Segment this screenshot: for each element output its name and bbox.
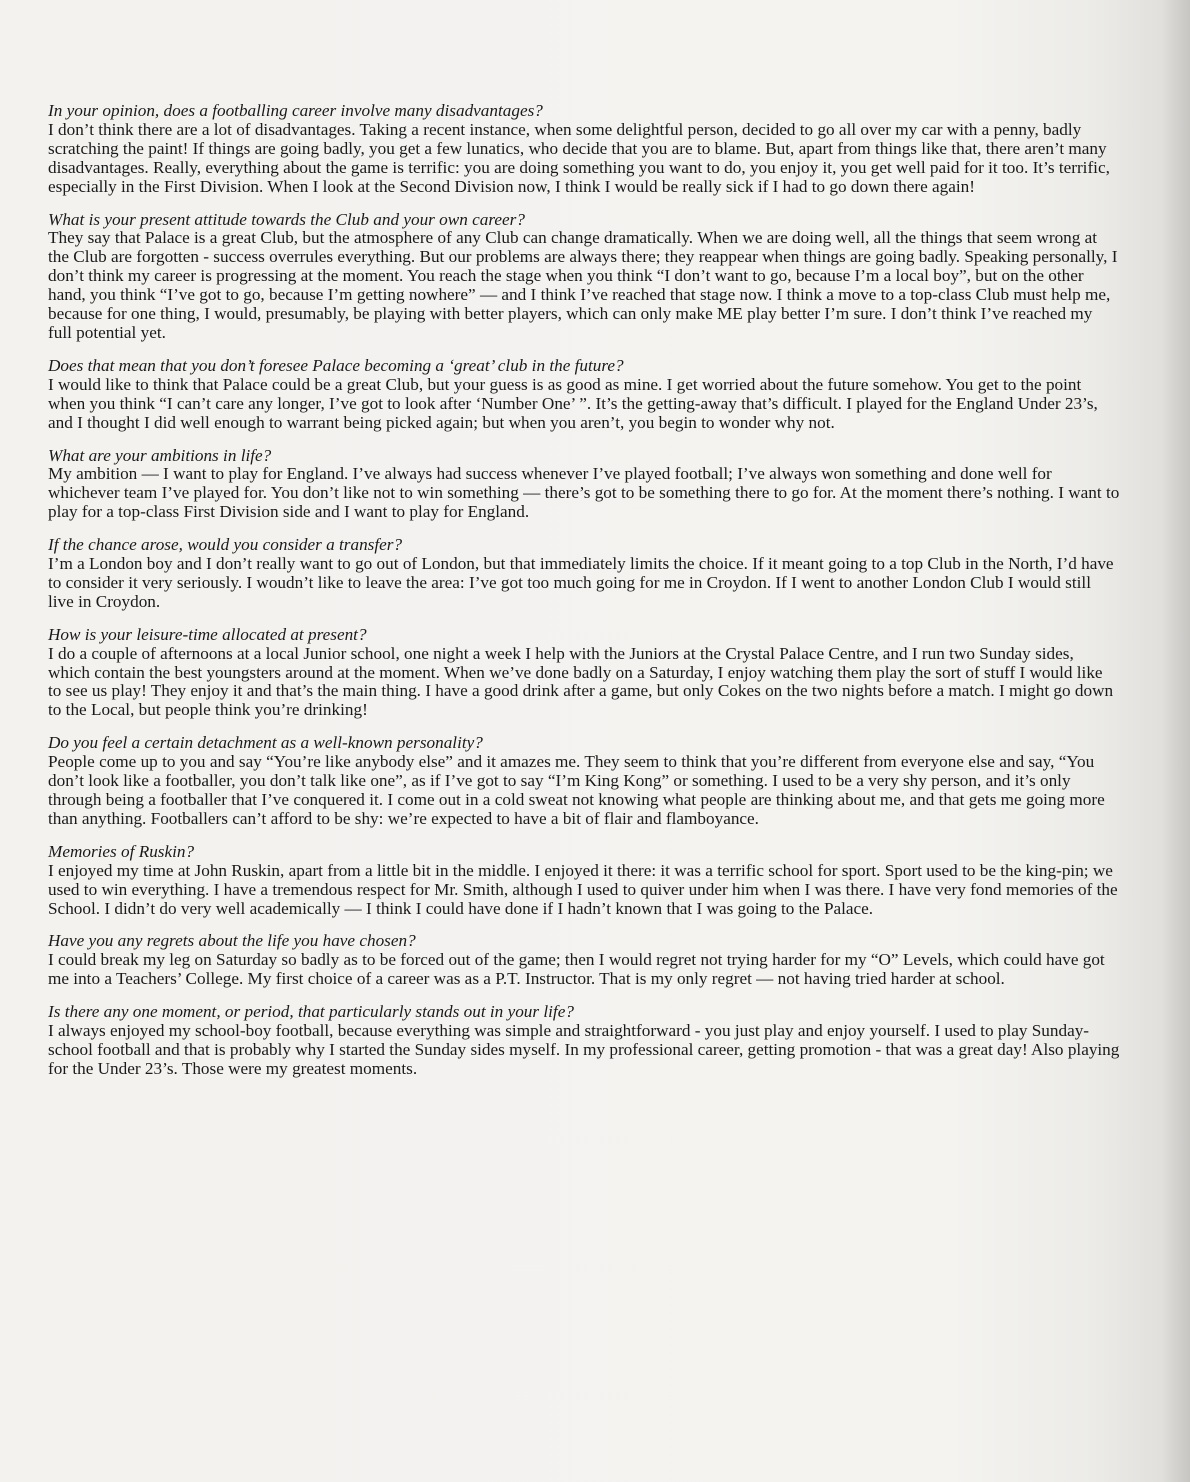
interview-question: Have you any regrets about the life you have chosen? bbox=[48, 931, 416, 951]
page-edge-shadow bbox=[1162, 0, 1190, 1482]
qa-block bbox=[48, 211, 1120, 343]
interview-question: If the chance arose, would you consider a transfer? bbox=[48, 535, 403, 555]
qa-block bbox=[48, 1003, 1120, 1079]
interview-answer: I enjoyed my time at John Ruskin, apart from a little bit in the middle. I enjoyed it there: it was a terrific school for sport. Sport used to be the king-pin; we used to win everything. I have a tremendous respect for Mr. Smith, although I used to quiver under him when I was there. I have very fond memories of the School. I didn’t do very well academically — I think I could have done if I hadn’t known that I was going to the Palace. bbox=[48, 860, 1118, 918]
interview-answer: I always enjoyed my school-boy football, because everything was simple and straightforward - you just play and enjoy yourself. I used to play Sunday-school football and that is probably why I started the Sunday sides myself. In my professional career, getting promotion - that was a great day! Also playing for the Under 23’s. Those were my greatest moments. bbox=[48, 1021, 1120, 1078]
interview-article bbox=[48, 102, 1120, 1093]
qa-block bbox=[48, 357, 1120, 433]
qa-block bbox=[48, 734, 1120, 829]
interview-answer: I don’t think there are a lot of disadvantages. Taking a recent instance, when some delightful person, decided to go all over my car with a penny, badly scratching the paint! If things are going badly, you get a few lunatics, who decide that you are to blame. But, apart from things like that, there aren’t many disadvantages. Really, everything about the game is terrific: you are doing something you want to do, you enjoy it, you get well paid for it too. It’s terrific, especially in the First Division. When I look at the Second Division now, I think I would be really sick if I had to go down there again! bbox=[48, 119, 1110, 196]
interview-question: Do you feel a certain detachment as a well-known personality? bbox=[48, 733, 483, 753]
interview-question: Does that mean that you don’t foresee Palace becoming a ‘great’ club in the future? bbox=[48, 355, 624, 375]
interview-question: Is there any one moment, or period, that particularly stands out in your life? bbox=[48, 1002, 574, 1022]
interview-question: Memories of Ruskin? bbox=[48, 841, 195, 861]
interview-answer: I would like to think that Palace could be a great Club, but your guess is as good as mine. I get worried about the future somehow. You get to the point when you think “I can’t care any longer, I’ve got to look after ‘Number One’ ”. It’s the getting-away that’s difficult. I played for the England Under 23’s, and I thought I did well enough to warrant being picked again; but when you aren’t, you begin to wonder why not. bbox=[48, 374, 1098, 432]
interview-question: In your opinion, does a footballing career involve many disadvantages? bbox=[48, 101, 543, 120]
interview-answer: I do a couple of afternoons at a local Junior school, one night a week I help with the Juniors at the Crystal Palace Centre, and I run two Sunday sides, which contain the best youngsters around at the moment. When we’ve done badly on a Saturday, I enjoy watching them play the sort of stuff I would like to see us play! They enjoy it and that’s the main thing. I have a good drink after a game, but only Cokes on the two nights before a match. I might go down to the Local, but people think you’re drinking! bbox=[48, 643, 1114, 720]
interview-answer: I’m a London boy and I don’t really want to go out of London, but that immediately limits the choice. If it meant going to a top Club in the North, I’d have to consider it very seriously. I woudn’t like to leave the area: I’ve got too much going for me in Croydon. If I went to another London Club I would still live in Croydon. bbox=[48, 554, 1114, 611]
qa-block bbox=[48, 536, 1120, 612]
interview-answer: My ambition — I want to play for England. I’ve always had success whenever I’ve played football; I’ve always won something and done well for whichever team I’ve played for. You don’t like not to win something — there’s got to be something there to go for. At the moment there’s nothing. I want to play for a top-class First Division side and I want to play for England. bbox=[48, 464, 1120, 522]
interview-answer: I could break my leg on Saturday so badly as to be forced out of the game; then I would regret not trying harder for my “O” Levels, which could have got me into a Teachers’ College. My first choice of a career was as a P.T. Instructor. That is my only regret — not having tried harder at school. bbox=[48, 950, 1105, 989]
qa-block bbox=[48, 447, 1120, 523]
qa-block bbox=[48, 932, 1120, 989]
interview-answer: They say that Palace is a great Club, but the atmosphere of any Club can change dramatically. When we are doing well, all the things that seem wrong at the Club are forgotten - success overrules everything. But our problems are always there; they reappear when things are going badly. Speaking personally, I don’t think my career is progressing at the moment. You reach the stage when you think “I don’t want to go, because I’m a local boy”, but on the other hand, you think “I’ve got to go, because I’m getting nowhere” — and I think I’ve reached that stage now. I think a move to a top-class Club must help me, because for one thing, I would, presumably, be playing with better players, which can only make ME play better I’m sure. I don’t think I’ve reached my full potential yet. bbox=[48, 228, 1118, 342]
qa-block bbox=[48, 843, 1120, 919]
interview-answer: People come up to you and say “You’re like anybody else” and it amazes me. They seem to think that you’re different from everyone else and say, “You don’t look like a footballer, you don’t talk like one”, as if I’ve got to say “I’m King Kong” or something. I used to be a very shy person, and it’s only through being a footballer that I’ve conquered it. I come out in a cold sweat not knowing what people are thinking about me, and that gets me going more than anything. Footballers can’t afford to be shy: we’re expected to have a bit of flair and flamboyance. bbox=[48, 752, 1105, 828]
qa-block bbox=[48, 102, 1120, 197]
interview-question: How is your leisure-time allocated at present? bbox=[48, 624, 367, 644]
interview-question: What is your present attitude towards the Club and your own career? bbox=[48, 209, 525, 229]
interview-question: What are your ambitions in life? bbox=[48, 445, 272, 465]
qa-block bbox=[48, 626, 1120, 721]
